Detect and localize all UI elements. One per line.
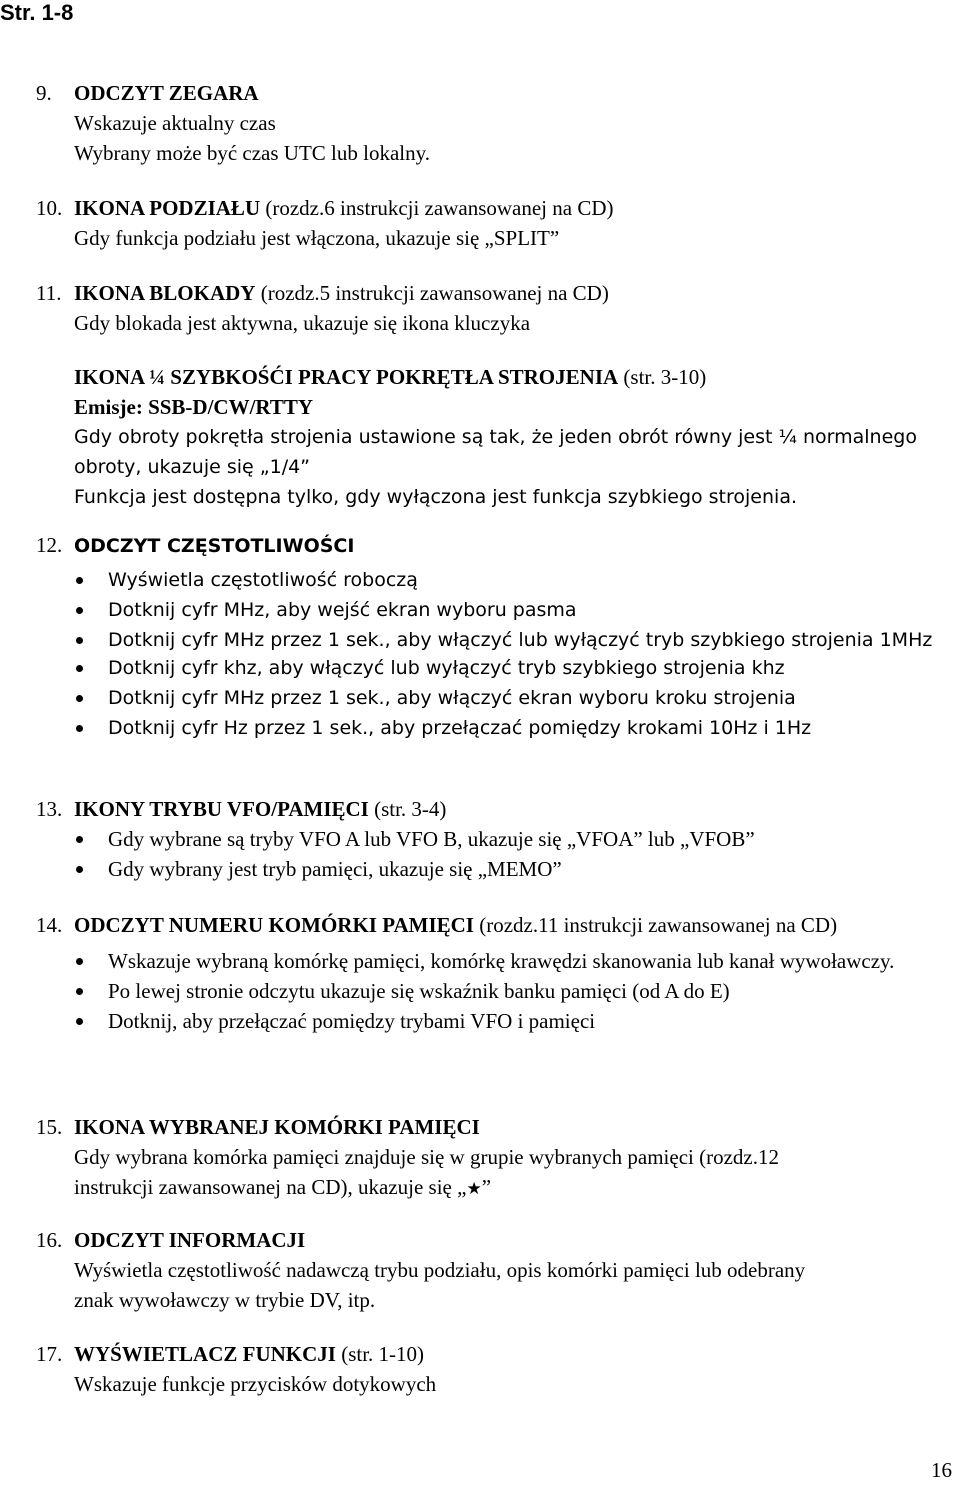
section-title: IKONA WYBRANEJ KOMÓRKI PAMIĘCI <box>74 1115 480 1139</box>
list-item: Po lewej stronie odczytu ukazuje się wskaźnik banku pamięci (od A do E) <box>36 976 946 1006</box>
text-line: Wskazuje funkcje przycisków dotykowych <box>74 1372 437 1396</box>
bullet-list <box>36 565 946 743</box>
section-15 <box>36 1112 946 1204</box>
closing-quote: ” <box>481 1175 492 1199</box>
section-10 <box>36 193 946 253</box>
section-quarter-speed <box>36 362 946 512</box>
text-line: Gdy wybrana komórka pamięci znajduje się w grupie wybranych pamięci (rozdz.12 <box>74 1145 779 1169</box>
list-item: Dotknij cyfr Hz przez 1 sek., aby przełączać pomiędzy krokami 10Hz i 1Hz <box>36 713 946 743</box>
section-13 <box>36 794 946 884</box>
bullet-list <box>36 824 946 884</box>
list-item: Dotknij cyfr MHz, aby wejść ekran wyboru pasma <box>36 595 946 625</box>
section-title: ODCZYT INFORMACJI <box>74 1228 306 1252</box>
section-title: IKONA PODZIAŁU <box>74 196 261 220</box>
emisje-line: Emisje: SSB-D/CW/RTTY <box>74 395 314 419</box>
list-item: Gdy wybrany jest tryb pamięci, ukazuje się „MEMO” <box>36 854 946 884</box>
section-17 <box>36 1339 946 1399</box>
section-number: 15. <box>36 1115 63 1139</box>
text-line: znak wywoławczy w trybie DV, itp. <box>74 1288 376 1312</box>
bullet-list <box>36 946 946 1036</box>
section-title: ODCZYT NUMERU KOMÓRKI PAMIĘCI <box>74 913 474 937</box>
section-reference: (str. 3-10) <box>618 365 707 389</box>
list-item: Wskazuje wybraną komórkę pamięci, komórkę krawędzi skanowania lub kanał wywoławczy. <box>36 946 946 976</box>
section-reference: (str. 1-10) <box>335 1342 425 1366</box>
section-number: 12. <box>36 533 63 557</box>
section-reference: (rozdz.5 instrukcji zawansowanej na CD) <box>255 281 609 305</box>
page-header: Str. 1-8 <box>0 0 74 25</box>
section-number: 16. <box>36 1228 63 1252</box>
section-16 <box>36 1225 946 1315</box>
section-number: 11. <box>36 281 62 305</box>
list-item: Gdy wybrane są tryby VFO A lub VFO B, ukazuje się „VFOA” lub „VFOB” <box>36 824 946 854</box>
section-title: WYŚWIETLACZ FUNKCJI <box>74 1342 336 1366</box>
text-line: Gdy blokada jest aktywna, ukazuje się ikona kluczyka <box>74 311 531 335</box>
section-title: IKONA ¼ SZYBKOŚĆI PRACY POKRĘTŁA STROJENIA <box>74 365 619 389</box>
text-line: Gdy obroty pokrętła strojenia ustawione są tak, że jeden obrót równy jest ¼ normalnego <box>74 426 917 448</box>
section-number: 10. <box>36 196 63 220</box>
section-9 <box>36 78 946 168</box>
list-item: Dotknij cyfr MHz przez 1 sek., aby włączyć ekran wyboru kroku strojenia <box>36 683 946 713</box>
section-14 <box>36 910 946 1036</box>
section-number: 14. <box>36 913 63 937</box>
section-number: 17. <box>36 1342 63 1366</box>
list-item: Wyświetla częstotliwość roboczą <box>36 565 946 595</box>
page-number: 16 <box>931 1458 952 1482</box>
section-12 <box>36 530 946 743</box>
section-11 <box>36 278 946 338</box>
text-line: Funkcja jest dostępna tylko, gdy wyłączona jest funkcja szybkiego strojenia. <box>74 486 798 508</box>
text-line: Wskazuje aktualny czas <box>74 111 276 135</box>
section-title: ODCZYT ZEGARA <box>74 81 259 105</box>
section-reference: (str. 3-4) <box>368 797 447 821</box>
text-line: instrukcji zawansowanej na CD), ukazuje się „ <box>74 1175 467 1199</box>
section-reference: (rozdz.11 instrukcji zawansowanej na CD) <box>473 913 838 937</box>
list-item: Dotknij cyfr khz, aby włączyć lub wyłączyć tryb szybkiego strojenia khz <box>36 653 946 683</box>
star-icon: ★ <box>466 1179 482 1199</box>
section-number: 9. <box>36 81 52 105</box>
text-line: Gdy funkcja podziału jest włączona, ukazuje się „SPLIT” <box>74 226 560 250</box>
section-title: IKONY TRYBU VFO/PAMIĘCI <box>74 797 369 821</box>
list-item: Dotknij, aby przełączać pomiędzy trybami VFO i pamięci <box>36 1006 946 1036</box>
text-line: Wybrany może być czas UTC lub lokalny. <box>74 141 431 165</box>
text-line: Wyświetla częstotliwość nadawczą trybu podziału, opis komórki pamięci lub odebrany <box>74 1258 806 1282</box>
section-title: ODCZYT CZĘSTOTLIWOŚCI <box>74 535 355 557</box>
section-number: 13. <box>36 797 63 821</box>
text-line: obroty, ukazuje się „1/4” <box>74 456 311 478</box>
section-title: IKONA BLOKADY <box>74 281 256 305</box>
list-item: Dotknij cyfr MHz przez 1 sek., aby włączyć lub wyłączyć tryb szybkiego strojenia 1MHz <box>36 625 946 655</box>
section-reference: (rozdz.6 instrukcji zawansowanej na CD) <box>260 196 614 220</box>
